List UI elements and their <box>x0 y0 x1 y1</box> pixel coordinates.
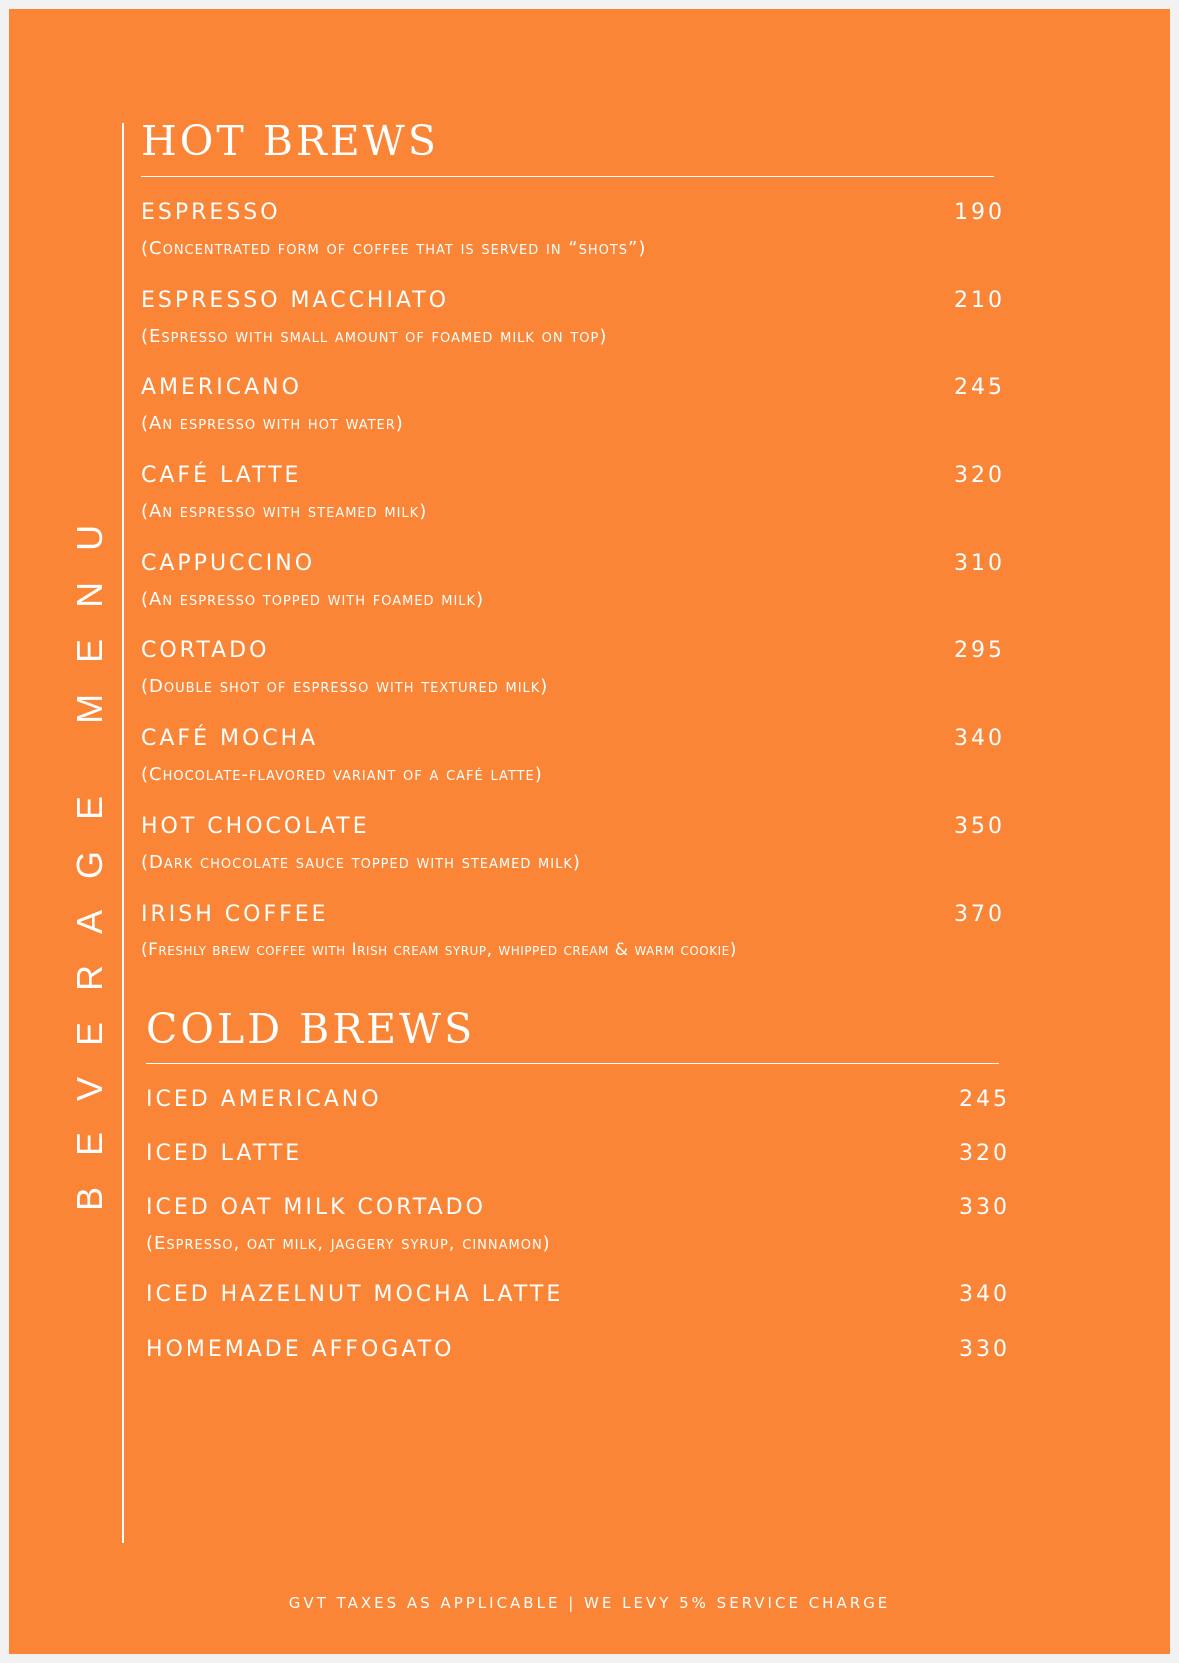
menu-item-name: IRISH COFFEE <box>141 902 329 927</box>
menu-item-name: CORTADO <box>141 638 270 663</box>
menu-item-description: (Freshly brew coffee with Irish cream syrup, whipped cream & warm cookie) <box>141 940 737 960</box>
hot-brews-divider <box>141 176 994 177</box>
menu-item-price: 370 <box>954 902 1005 927</box>
menu-item-name: AMERICANO <box>141 375 302 400</box>
cold-brews-title: COLD BREWS <box>146 1005 476 1053</box>
footer-note: GVT TAXES AS APPLICABLE | WE LEVY 5% SERVICE CHARGE <box>288 1594 891 1612</box>
menu-item-name: ICED HAZELNUT MOCHA LATTE <box>146 1282 564 1307</box>
menu-item-description: (Dark chocolate sauce topped with steamed milk) <box>141 852 581 873</box>
menu-item-price: 330 <box>959 1337 1010 1362</box>
menu-item-price: 310 <box>954 551 1005 576</box>
menu-item-description: (Concentrated form of coffee that is served in “shots”) <box>141 238 647 259</box>
menu-item-description: (Double shot of espresso with textured milk) <box>141 676 549 697</box>
menu-item-price: 320 <box>954 463 1005 488</box>
menu-item-price: 295 <box>954 638 1005 663</box>
menu-item-description: (An espresso with steamed milk) <box>141 501 428 522</box>
menu-item-name: ICED LATTE <box>146 1141 303 1166</box>
menu-page <box>9 9 1170 1654</box>
vertical-divider <box>122 123 124 1543</box>
menu-item-price: 320 <box>959 1141 1010 1166</box>
menu-item-price: 340 <box>959 1282 1010 1307</box>
menu-item-name: ICED AMERICANO <box>146 1087 382 1112</box>
hot-brews-title: HOT BREWS <box>141 117 439 165</box>
menu-item-description: (An espresso topped with foamed milk) <box>141 589 485 610</box>
menu-item-price: 245 <box>959 1087 1010 1112</box>
menu-item-name: ICED OAT MILK CORTADO <box>146 1195 486 1220</box>
cold-brews-divider <box>146 1063 999 1064</box>
menu-item-price: 190 <box>954 200 1005 225</box>
menu-item-description: (Espresso with small amount of foamed milk on top) <box>141 326 608 347</box>
menu-item-description: (Chocolate-flavored variant of a café latte) <box>141 764 543 785</box>
menu-item-price: 330 <box>959 1195 1010 1220</box>
menu-item-price: 350 <box>954 814 1005 839</box>
menu-item-price: 245 <box>954 375 1005 400</box>
menu-item-description: (Espresso, oat milk, jaggery syrup, cinnamon) <box>146 1233 551 1254</box>
menu-item-name: ESPRESSO MACCHIATO <box>141 288 450 313</box>
menu-item-name: HOT CHOCOLATE <box>141 814 370 839</box>
menu-item-price: 210 <box>954 288 1005 313</box>
menu-item-name: CAPPUCCINO <box>141 551 316 576</box>
menu-item-name: CAFÉ MOCHA <box>141 726 319 751</box>
menu-item-price: 340 <box>954 726 1005 751</box>
menu-item-name: ESPRESSO <box>141 200 281 225</box>
side-title: BEVERAGE MENU <box>69 493 110 1211</box>
menu-item-name: CAFÉ LATTE <box>141 463 302 488</box>
menu-item-description: (An espresso with hot water) <box>141 413 404 434</box>
menu-item-name: HOMEMADE AFFOGATO <box>146 1337 455 1362</box>
